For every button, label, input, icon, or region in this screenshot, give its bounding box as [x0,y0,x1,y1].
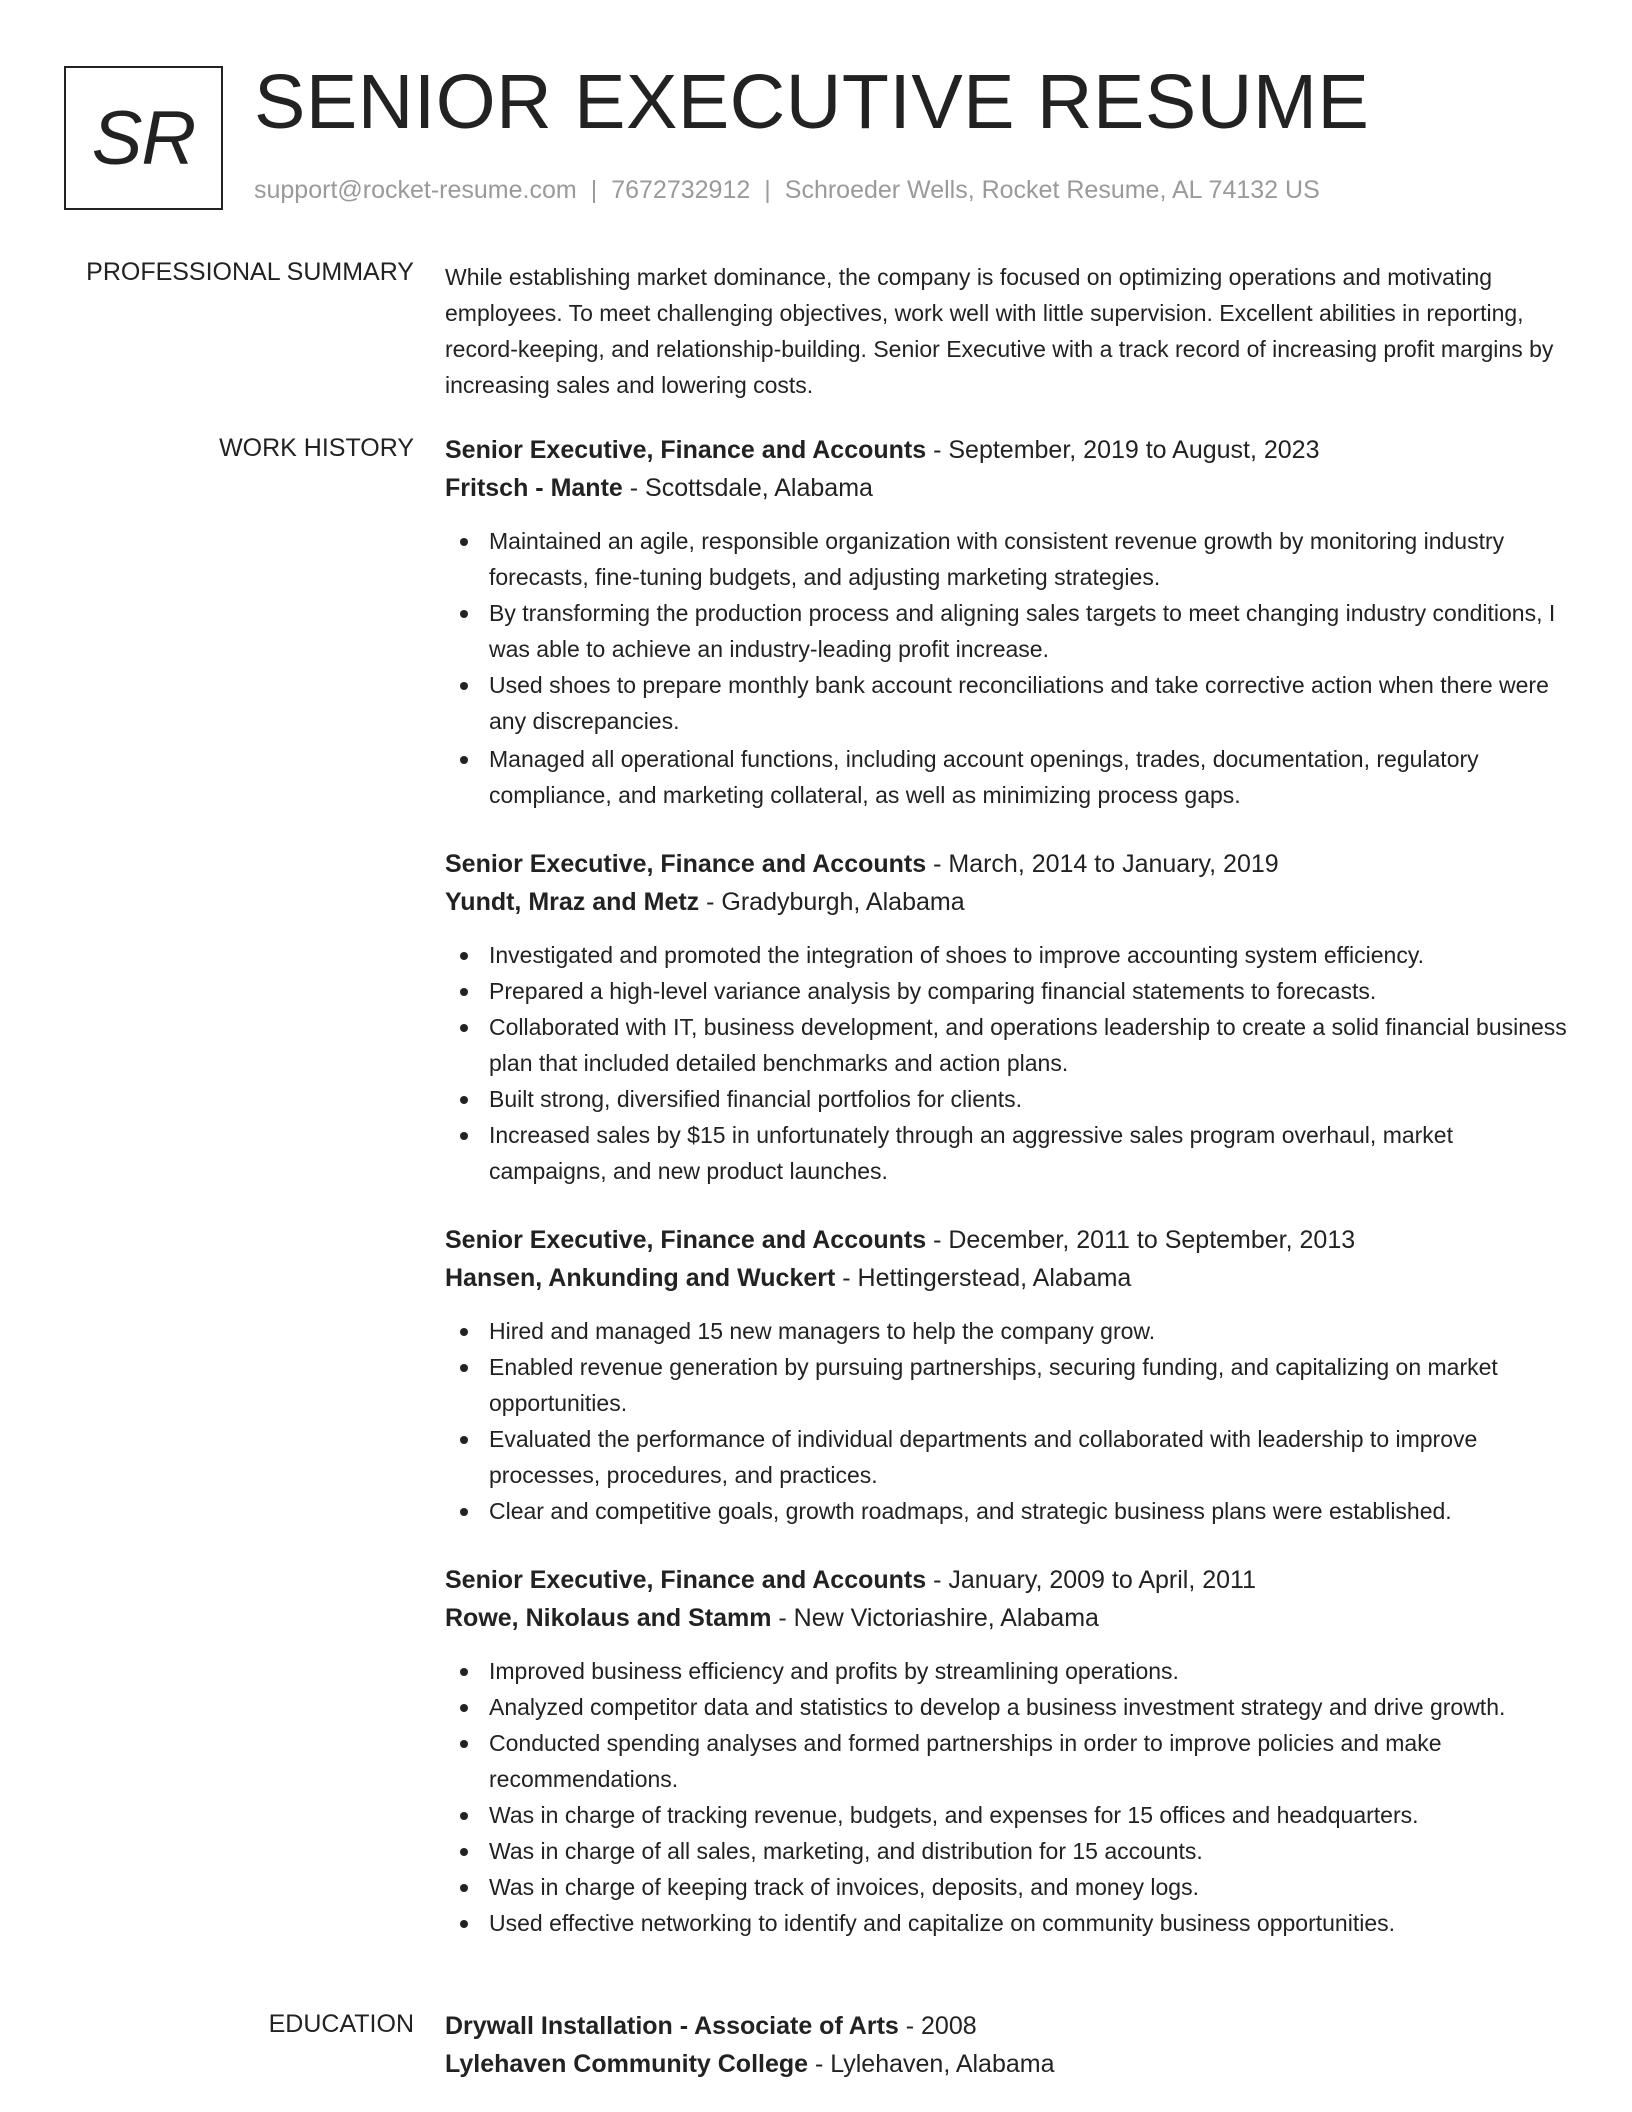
job-bullets [445,937,1570,1189]
job-company: Hansen, Ankunding and Wuckert [445,1264,836,1292]
job-entry [445,845,1570,1189]
job-company-line [445,1599,1570,1637]
education-school: Lylehaven Community College [445,2050,809,2078]
job-location: - New Victoriashire, Alabama [771,1604,1099,1632]
contact-phone: 7672732912 [611,176,751,204]
job-bullet: By transforming the production process and aligning sales targets to meet changing industry conditions, I was able to achieve an industry-leading profit increase. [445,595,1570,667]
monogram-initials: SR [91,95,196,181]
job-bullet: Built strong, diversified financial portfolios for clients. [445,1081,1570,1117]
summary-label: PROFESSIONAL SUMMARY [86,258,414,286]
job-bullet: Was in charge of keeping track of invoices, deposits, and money logs. [445,1869,1570,1905]
job-dates: - September, 2019 to August, 2023 [926,436,1320,464]
work-history-label: WORK HISTORY [219,434,414,462]
monogram-box [64,66,223,210]
job-bullet: Conducted spending analyses and formed partnerships in order to improve policies and make recommendations. [445,1725,1570,1797]
job-bullet: Maintained an agile, responsible organization with consistent revenue growth by monitoring industry forecasts, fine-tuning budgets, and adjusting marketing strategies. [445,523,1570,595]
contact-email: support@rocket-resume.com [254,176,577,204]
job-title: Senior Executive, Finance and Accounts [445,850,927,878]
job-bullets [445,1313,1570,1529]
job-bullet: Clear and competitive goals, growth roadmaps, and strategic business plans were established. [445,1493,1570,1529]
job-company-line [445,469,1570,507]
job-dates: - January, 2009 to April, 2011 [926,1566,1256,1594]
education-degree-line [445,2007,1570,2045]
job-entry [445,431,1570,813]
job-location: - Hettingerstead, Alabama [835,1264,1132,1292]
job-company: Rowe, Nikolaus and Stamm [445,1604,772,1632]
job-title: Senior Executive, Finance and Accounts [445,436,927,464]
job-dates: - December, 2011 to September, 2013 [926,1226,1356,1254]
job-bullet: Investigated and promoted the integration of shoes to improve accounting system efficiency. [445,937,1570,973]
job-title: Senior Executive, Finance and Accounts [445,1566,927,1594]
job-title: Senior Executive, Finance and Accounts [445,1226,927,1254]
job-title-line [445,431,1570,469]
job-bullet: Was in charge of all sales, marketing, and distribution for 15 accounts. [445,1833,1570,1869]
education-label: EDUCATION [268,2010,414,2038]
job-entry [445,1561,1570,1941]
resume-title: SENIOR EXECUTIVE RESUME [254,59,1370,145]
job-bullet: Analyzed competitor data and statistics to develop a business investment strategy and drive growth. [445,1689,1570,1725]
job-bullet: Used shoes to prepare monthly bank account reconciliations and take corrective action when there were any discrepancies. [445,667,1570,739]
education-school-line [445,2045,1570,2083]
job-company-line [445,1259,1570,1297]
job-bullet: Collaborated with IT, business development, and operations leadership to create a solid financial business plan that included detailed benchmarks and action plans. [445,1009,1570,1081]
job-location: - Scottsdale, Alabama [622,474,873,502]
job-company-line [445,883,1570,921]
job-bullet: Improved business efficiency and profits by streamlining operations. [445,1653,1570,1689]
job-dates: - March, 2014 to January, 2019 [926,850,1279,878]
contact-line [254,176,1320,205]
job-bullets [445,523,1570,813]
job-company: Fritsch - Mante [445,474,623,502]
job-title-line [445,845,1570,883]
job-bullet: Managed all operational functions, including account openings, trades, documentation, regulatory compliance, and marketing collateral, as well as minimizing process gaps. [445,741,1570,813]
contact-address: Schroeder Wells, Rocket Resume, AL 74132 US [784,176,1320,204]
job-company: Yundt, Mraz and Metz [445,888,700,916]
contact-separator: | [764,176,771,204]
job-bullet: Prepared a high-level variance analysis by comparing financial statements to forecasts. [445,973,1570,1009]
job-bullets [445,1653,1570,1941]
education-degree: Drywall Installation - Associate of Arts [445,2012,899,2040]
job-location: - Gradyburgh, Alabama [699,888,965,916]
job-bullet: Was in charge of tracking revenue, budgets, and expenses for 15 offices and headquarters. [445,1797,1570,1833]
job-bullet: Hired and managed 15 new managers to help the company grow. [445,1313,1570,1349]
job-list [445,431,1570,1973]
job-title-line [445,1561,1570,1599]
education-year: - 2008 [898,2012,977,2040]
job-title-line [445,1221,1570,1259]
job-entry [445,1221,1570,1529]
summary-text: While establishing market dominance, the company is focused on optimizing operations and motivating employees. To meet challenging objectives, work well with little supervision. Excellent abilities in reporting, record-keeping, and relationship-building. Senior Executive with a track record of increasing profit margins by increasing sales and lowering costs. [445,264,1554,398]
job-bullet: Used effective networking to identify and capitalize on community business opportunities. [445,1905,1570,1941]
job-bullet: Enabled revenue generation by pursuing partnerships, securing funding, and capitalizing on market opportunities. [445,1349,1570,1421]
contact-separator: | [590,176,598,204]
job-bullet: Increased sales by $15 in unfortunately through an aggressive sales program overhaul, market campaigns, and new product launches. [445,1117,1570,1189]
job-bullet: Evaluated the performance of individual departments and collaborated with leadership to improve processes, procedures, and practices. [445,1421,1570,1493]
education-location: - Lylehaven, Alabama [808,2050,1055,2078]
